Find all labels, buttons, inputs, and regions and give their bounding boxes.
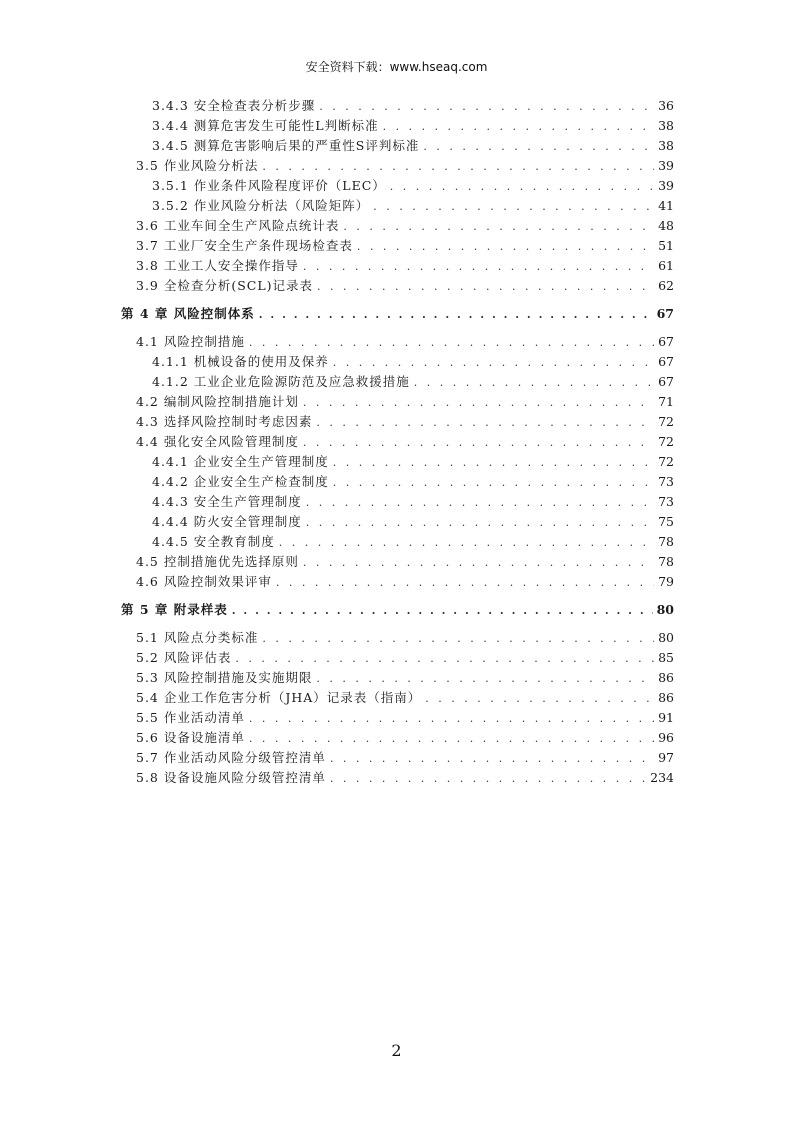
toc-leader-dots <box>357 237 654 257</box>
toc-leader-dots <box>303 393 654 413</box>
toc-leader-dots <box>249 729 654 749</box>
toc-entry[interactable] <box>121 472 674 492</box>
toc-entry-label: 4.4 强化安全风险管理制度 <box>136 434 299 449</box>
toc-entry-page: 38 <box>658 118 674 133</box>
toc-leader-dots <box>306 493 654 513</box>
toc-entry[interactable] <box>121 728 674 748</box>
toc-chapter-page: 80 <box>656 602 674 617</box>
toc-leader-dots <box>423 137 654 157</box>
toc-entry-page: 72 <box>658 434 674 449</box>
toc-entry[interactable] <box>121 512 674 532</box>
toc-leader-dots <box>390 177 654 197</box>
toc-entry-label: 4.1.2 工业企业危险源防范及应急救援措施 <box>152 374 410 389</box>
toc-leader-dots <box>373 197 654 217</box>
toc-entry-label: 4.1 风险控制措施 <box>136 334 245 349</box>
toc-entry-label: 5.2 风险评估表 <box>136 650 232 665</box>
toc-entry-page: 71 <box>658 394 674 409</box>
toc-leader-dots <box>425 689 654 709</box>
toc-entry[interactable] <box>121 688 674 708</box>
toc-entry-label: 3.6 工业车间全生产风险点统计表 <box>136 218 340 233</box>
toc-entry[interactable] <box>121 276 674 296</box>
toc-leader-dots <box>343 217 654 237</box>
toc-entry[interactable] <box>121 256 674 276</box>
toc-leader-dots <box>306 513 654 533</box>
toc-entry-page: 80 <box>658 630 674 645</box>
toc-leader-dots <box>259 305 653 325</box>
page-header: 安全资料下载：www.hseaq.com <box>305 60 488 74</box>
toc-entry-label: 5.1 风险点分类标准 <box>136 630 259 645</box>
toc-entry-page: 86 <box>658 690 674 705</box>
toc-entry-page: 91 <box>658 710 674 725</box>
toc-leader-dots <box>262 157 654 177</box>
toc-chapter-entry[interactable] <box>121 600 674 620</box>
toc-leader-dots <box>303 257 654 277</box>
toc-entry-page: 72 <box>658 414 674 429</box>
toc-entry[interactable] <box>121 432 674 452</box>
toc-entry[interactable] <box>121 552 674 572</box>
table-of-contents <box>121 96 674 788</box>
toc-entry[interactable] <box>121 196 674 216</box>
toc-leader-dots <box>316 413 654 433</box>
toc-entry-label: 4.4.2 企业安全生产检查制度 <box>152 474 329 489</box>
toc-entry-label: 3.9 全检查分析(SCL)记录表 <box>136 278 314 293</box>
toc-leader-dots <box>249 709 654 729</box>
toc-entry[interactable] <box>121 708 674 728</box>
toc-entry-page: 38 <box>658 138 674 153</box>
toc-entry-page: 51 <box>658 238 674 253</box>
toc-entry[interactable] <box>121 116 674 136</box>
toc-entry[interactable] <box>121 628 674 648</box>
toc-entry-page: 97 <box>658 750 674 765</box>
toc-entry-label: 4.4.3 安全生产管理制度 <box>152 494 302 509</box>
page-number: 2 <box>391 1041 402 1060</box>
toc-entry-page: 67 <box>658 374 674 389</box>
toc-entry-label: 3.5.2 作业风险分析法（风险矩阵） <box>152 198 370 213</box>
toc-entry-page: 67 <box>658 354 674 369</box>
toc-entry-page: 62 <box>658 278 674 293</box>
toc-entry[interactable] <box>121 96 674 116</box>
toc-entry-page: 78 <box>658 534 674 549</box>
toc-entry-label: 3.4.4 测算危害发生可能性L判断标准 <box>152 118 379 133</box>
toc-entry-label: 3.5.1 作业条件风险程度评价（LEC） <box>152 178 386 193</box>
toc-leader-dots <box>319 97 654 117</box>
toc-entry-page: 78 <box>658 554 674 569</box>
toc-entry-label: 4.4.1 企业安全生产管理制度 <box>152 454 329 469</box>
toc-leader-dots <box>333 453 654 473</box>
toc-leader-dots <box>262 629 654 649</box>
toc-entry-label: 4.3 选择风险控制时考虑因素 <box>136 414 313 429</box>
toc-leader-dots <box>249 333 654 353</box>
toc-entry-page: 36 <box>658 98 674 113</box>
toc-leader-dots <box>330 769 646 789</box>
toc-entry[interactable] <box>121 352 674 372</box>
toc-entry-label: 3.5 作业风险分析法 <box>136 158 259 173</box>
toc-entry-page: 39 <box>658 178 674 193</box>
toc-entry[interactable] <box>121 176 674 196</box>
toc-entry-page: 85 <box>658 650 674 665</box>
toc-entry-label: 4.4.4 防火安全管理制度 <box>152 514 302 529</box>
toc-entry-label: 4.6 风险控制效果评审 <box>136 574 272 589</box>
toc-leader-dots <box>414 373 654 393</box>
toc-entry[interactable] <box>121 216 674 236</box>
toc-entry[interactable] <box>121 156 674 176</box>
toc-entry[interactable] <box>121 748 674 768</box>
toc-entry-page: 73 <box>658 474 674 489</box>
toc-entry[interactable] <box>121 412 674 432</box>
toc-chapter-label: 第 5 章 附录样表 <box>121 602 228 617</box>
toc-entry-label: 5.3 风险控制措施及实施期限 <box>136 670 313 685</box>
toc-entry-page: 67 <box>658 334 674 349</box>
toc-entry-label: 5.6 设备设施清单 <box>136 730 245 745</box>
toc-leader-dots <box>235 649 654 669</box>
toc-entry[interactable] <box>121 236 674 256</box>
toc-leader-dots <box>232 601 653 621</box>
toc-leader-dots <box>383 117 655 137</box>
toc-entry-label: 5.5 作业活动清单 <box>136 710 245 725</box>
toc-entry-page: 48 <box>658 218 674 233</box>
toc-leader-dots <box>317 277 654 297</box>
toc-entry-page: 72 <box>658 454 674 469</box>
toc-leader-dots <box>330 749 654 769</box>
toc-entry-label: 4.2 编制风险控制措施计划 <box>136 394 299 409</box>
toc-entry-page: 75 <box>658 514 674 529</box>
toc-entry[interactable] <box>121 532 674 552</box>
toc-entry-page: 79 <box>658 574 674 589</box>
toc-entry[interactable] <box>121 392 674 412</box>
toc-entry-label: 4.5 控制措施优先选择原则 <box>136 554 299 569</box>
toc-chapter-entry[interactable] <box>121 304 674 324</box>
toc-leader-dots <box>316 669 654 689</box>
toc-leader-dots <box>303 553 654 573</box>
toc-entry-page: 39 <box>658 158 674 173</box>
toc-chapter-page: 67 <box>656 306 674 321</box>
toc-entry[interactable] <box>121 768 674 788</box>
toc-entry-page: 41 <box>658 198 674 213</box>
toc-entry[interactable] <box>121 136 674 156</box>
toc-leader-dots <box>303 433 654 453</box>
toc-entry[interactable] <box>121 492 674 512</box>
toc-entry-page: 86 <box>658 670 674 685</box>
toc-leader-dots <box>333 353 654 373</box>
toc-entry-page: 234 <box>650 770 674 785</box>
toc-entry[interactable] <box>121 332 674 352</box>
toc-leader-dots <box>279 533 654 553</box>
toc-entry-label: 5.7 作业活动风险分级管控清单 <box>136 750 326 765</box>
toc-entry-label: 4.1.1 机械设备的使用及保养 <box>152 354 329 369</box>
toc-entry-label: 4.4.5 安全教育制度 <box>152 534 275 549</box>
toc-entry-label: 5.8 设备设施风险分级管控清单 <box>136 770 326 785</box>
toc-entry[interactable] <box>121 372 674 392</box>
toc-chapter-label: 第 4 章 风险控制体系 <box>121 306 255 321</box>
toc-entry-label: 3.4.3 安全检查表分析步骤 <box>152 98 316 113</box>
toc-leader-dots <box>276 573 654 593</box>
toc-entry[interactable] <box>121 648 674 668</box>
toc-entry-page: 96 <box>658 730 674 745</box>
toc-entry[interactable] <box>121 572 674 592</box>
toc-entry-label: 5.4 企业工作危害分析（JHA）记录表（指南） <box>136 690 422 705</box>
toc-entry-label: 3.7 工业厂安全生产条件现场检查表 <box>136 238 353 253</box>
toc-entry-label: 3.4.5 测算危害影响后果的严重性S评判标准 <box>152 138 420 153</box>
toc-entry[interactable] <box>121 668 674 688</box>
toc-entry-page: 61 <box>658 258 674 273</box>
toc-entry[interactable] <box>121 452 674 472</box>
toc-entry-page: 73 <box>658 494 674 509</box>
toc-entry-label: 3.8 工业工人安全操作指导 <box>136 258 299 273</box>
toc-leader-dots <box>333 473 654 493</box>
